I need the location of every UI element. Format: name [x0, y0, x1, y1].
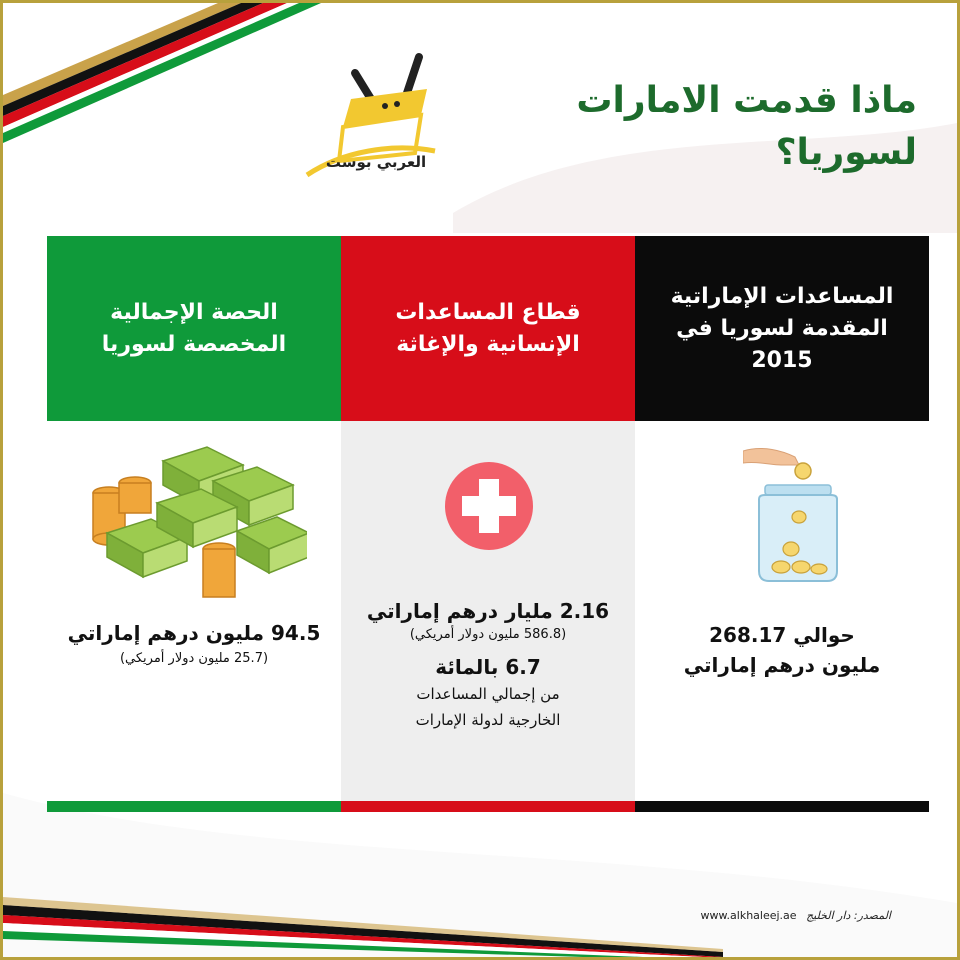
- column-header-text: قطاع المساعدات الإنسانية والإغاثة: [395, 299, 581, 357]
- column-header: [341, 236, 635, 421]
- title-line-1: ماذا قدمت الامارات: [576, 80, 917, 121]
- column-value-line-1: حوالي 268.17: [709, 623, 855, 647]
- column-percent-note-1: من إجمالي المساعدات: [416, 685, 560, 703]
- column-humanitarian: [341, 236, 635, 812]
- column-value-sub: (586.8 مليون دولار أمريكي): [409, 627, 567, 642]
- column-value-main: 94.5 مليون درهم إماراتي: [67, 621, 321, 645]
- source-label: المصدر: دار الخليج: [806, 909, 891, 922]
- column-footer-bar: [635, 801, 929, 812]
- column-percent: 6.7 بالمائة: [435, 655, 541, 679]
- column-total-share: [47, 236, 341, 812]
- column-footer-bar: [47, 801, 341, 812]
- column-body: [635, 421, 929, 801]
- money-stacks-icon: [87, 441, 307, 601]
- column-body: [47, 421, 341, 801]
- coin-jar-icon: [743, 441, 853, 591]
- column-value-line-2: مليون درهم إماراتي: [683, 653, 881, 677]
- column-footer-bar: [341, 801, 635, 812]
- column-header: [635, 236, 929, 421]
- column-value-main: 2.16 مليار درهم إماراتي: [366, 599, 610, 623]
- column-header-text: الحصة الإجمالية المخصصة لسوريا: [101, 299, 287, 357]
- column-header-text: المساعدات الإماراتية المقدمة لسوريا في 2015: [670, 283, 894, 373]
- title-line-2: لسوريا؟: [775, 132, 917, 173]
- logo-text: العربي بوست: [325, 153, 427, 171]
- medical-cross-icon: [444, 461, 534, 551]
- source-url: www.alkhaleej.ae: [700, 909, 797, 922]
- column-percent-note-2: الخارجية لدولة الإمارات: [415, 711, 561, 729]
- source-credit: [695, 909, 891, 922]
- flag-stripes-bottom: [3, 897, 723, 957]
- column-value-sub: (25.7 مليون دولار أمريكي): [119, 651, 269, 666]
- info-columns: [47, 236, 929, 812]
- flag-stripes-top: [3, 3, 323, 153]
- column-header: [47, 236, 341, 421]
- page-title: [477, 75, 917, 179]
- column-body: [341, 421, 635, 801]
- column-2015-aid: [635, 236, 929, 812]
